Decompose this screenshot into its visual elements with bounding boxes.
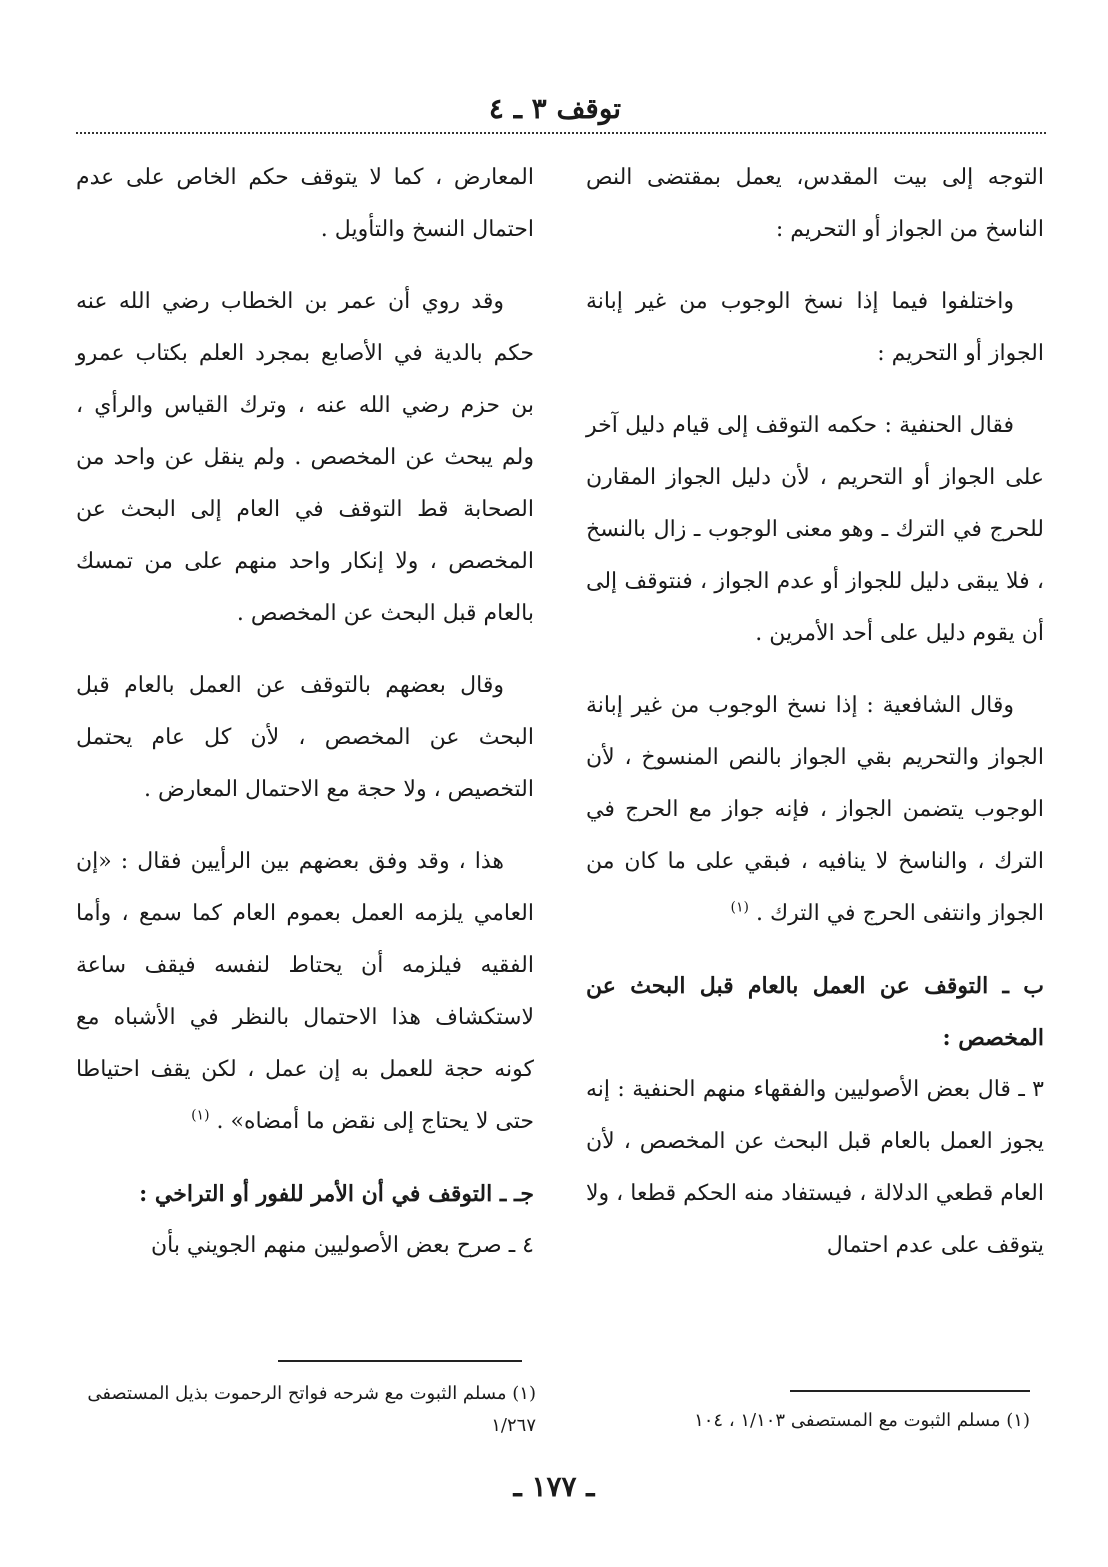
header-dotted-divider bbox=[76, 132, 1046, 134]
footnote-reference: (١) bbox=[730, 899, 750, 916]
paragraph: التوجه إلى بيت المقدس، يعمل بمقتضى النص الناسخ من الجواز أو التحريم : bbox=[586, 165, 1044, 242]
section-heading: ب ـ التوقف عن العمل بالعام قبل البحث عن المخصص : bbox=[586, 973, 1044, 1051]
page-number: ـ ١٧٧ ـ bbox=[513, 1470, 595, 1503]
paragraph: واختلفوا فيما إذا نسخ الوجوب من غير إبانة الجواز أو التحريم : bbox=[586, 289, 1044, 366]
page-header-title: توقف ٣ ـ ٤ bbox=[488, 92, 622, 125]
paragraph-text: هذا ، وقد وفق بعضهم بين الرأيين فقال : «إن العامي يلزمه العمل بعموم العام كما سمع ، وأما الفقيه فيلزمه أن يحتاط لنفسه فيقف ساعة لاستكشاف هذا الاحتمال بالنظر في الأشباه مع كونه حجة للعمل به إن عمل ، لكن يقف احتياطا حتى لا يحتاج إلى نقض ما أمضاه» . bbox=[76, 849, 534, 1134]
footnote-reference: (١) bbox=[191, 1107, 210, 1124]
paragraph-text: وقال الشافعية : إذا نسخ الوجوب من غير إبانة الجواز والتحريم بقي الجواز بالنص المنسوخ ، لأن الوجوب يتضمن الجواز ، فإنه جواز مع الحرج في الترك ، والناسخ لا ينافيه ، فبقي على ما كان من الجواز وانتفى الحرج في الترك . bbox=[586, 693, 1044, 926]
footnote-divider bbox=[278, 1360, 522, 1362]
footnote-divider bbox=[790, 1390, 1030, 1392]
left-column bbox=[76, 152, 534, 1272]
paragraph bbox=[76, 836, 534, 1148]
paragraph: ٣ ـ قال بعض الأصوليين والفقهاء منهم الحنفية : إنه يجوز العمل بالعام قبل البحث عن المخصص ، لأن العام قطعي الدلالة ، فيستفاد منه الحكم قطعا ، ولا يتوقف على عدم احتمال bbox=[586, 1077, 1044, 1258]
section-heading: جـ ـ التوقف في أن الأمر للفور أو التراخي : bbox=[139, 1181, 534, 1207]
paragraph bbox=[586, 680, 1044, 940]
footnote-right: (١) مسلم الثبوت مع المستصفى ١/١٠٣ ، ١٠٤ bbox=[694, 1410, 1030, 1431]
paragraph: فقال الحنفية : حكمه التوقف إلى قيام دليل آخر على الجواز أو التحريم ، لأن دليل الجواز المقارن للحرج في الترك ـ وهو معنى الوجوب ـ زال بالنسخ ، فلا يبقى دليل للجواز أو عدم الجواز ، فنتوقف إلى أن يقوم دليل على أحد الأمرين . bbox=[586, 413, 1044, 646]
paragraph: وقال بعضهم بالتوقف عن العمل بالعام قبل البحث عن المخصص ، لأن كل عام يحتمل التخصيص ، ولا حجة مع الاحتمال المعارض . bbox=[76, 673, 534, 802]
footnote-left: (١) مسلم الثبوت مع شرحه فواتح الرحموت بذيل المستصفى ١/٢٦٧ bbox=[87, 1383, 536, 1436]
right-column bbox=[586, 152, 1044, 1272]
paragraph: وقد روي أن عمر بن الخطاب رضي الله عنه حكم بالدية في الأصابع بمجرد العلم بكتاب عمرو بن حزم رضي الله عنه ، وترك القياس والرأي ، ولم يبحث عن المخصص . ولم ينقل عن واحد من الصحابة قط التوقف في العام إلى البحث عن المخصص ، ولا إنكار واحد منهم على من تمسك بالعام قبل البحث عن المخصص . bbox=[76, 289, 534, 626]
paragraph: المعارض ، كما لا يتوقف حكم الخاص على عدم احتمال النسخ والتأويل . bbox=[76, 165, 534, 242]
paragraph: ٤ ـ صرح بعض الأصوليين منهم الجويني بأن bbox=[150, 1233, 534, 1258]
